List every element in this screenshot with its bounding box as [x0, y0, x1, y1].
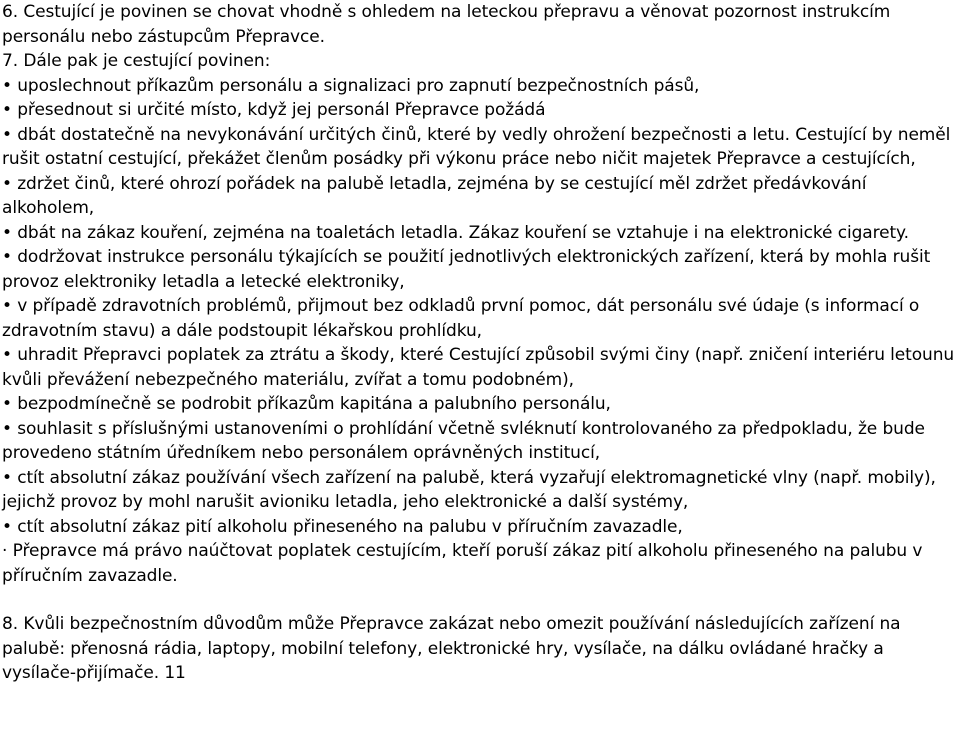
- bullet-seatbelt: • uposlechnout příkazům personálu a signalizaci pro zapnutí bezpečnostních pásů,: [2, 75, 700, 96]
- bullet-change-seat: • přesednout si určité místo, když jej personál Přepravce požádá: [2, 100, 546, 120]
- paragraph-item-8: 8. Kvůli bezpečnostním důvodům může Přepravce zakázat nebo omezit používání následujících zařízení na palubě: přenosná rádia, laptopy, mobilní telefony, elektronické hry, vysílače, na dálku ovládané hračky a vysílače-přijímače. 11: [2, 614, 901, 683]
- paragraph-item-7-intro: 7. Dále pak je cestující povinen:: [2, 51, 271, 71]
- bullet-health-problems: • v případě zdravotních problémů, přijmout bez odkladů první pomoc, dát personálu své údaje (s informací o zdravotním stavu) a dále podstoupit lékařskou prohlídku,: [2, 296, 920, 341]
- bullet-alcohol-order: • zdržet činů, které ohrozí pořádek na palubě letadla, zejména by se cestující měl zdržet předávkování alkoholem,: [2, 173, 867, 218]
- bullet-electronics-instructions: • dodržovat instrukce personálu týkajících se použití jednotlivých elektronických zařízení, která by mohla rušit provoz elektroniky letadla a letecké elektroniky,: [2, 247, 931, 292]
- bullet-electromagnetic-ban: • ctít absolutní zákaz používání všech zařízení na palubě, která vyzařují elektromagnetické vlny (např. mobily), jejichž provoz by mohl narušit avioniku letadla, jeho elektronické a další systémy,: [2, 467, 936, 512]
- bullet-no-smoking: • dbát na zákaz kouření, zejména na toaletách letadla. Zákaz kouření se vztahuje i na elektronické cigarety.: [2, 222, 909, 243]
- paragraph-spacer: [2, 588, 957, 612]
- bullet-inspection-consent: • souhlasit s příslušnými ustanoveními o prohlídání včetně svléknutí kontrolovaného za předpokladu, že bude provedeno státním úředníkem nebo personálem oprávněných institucí,: [2, 418, 925, 463]
- bullet-alcohol-ban: • ctít absolutní zákaz pití alkoholu přineseného na palubu v příručním zavazadle,: [2, 516, 683, 537]
- document-page: [2, 0, 957, 686]
- paragraph-item-6: 6. Cestující je povinen se chovat vhodně s ohledem na leteckou přepravu a věnovat pozornost instrukcím personálu nebo zástupcům Přepravce.: [2, 2, 891, 47]
- bullet-damage-fee: • uhradit Přepravci poplatek za ztrátu a škody, které Cestující způsobil svými činy (např. zničení interiéru letounu kvůli převážení nebezpečného materiálu, zvířat a tomu podobném),: [2, 345, 955, 390]
- bullet-safety-conduct: • dbát dostatečně na nevykonávání určitých činů, které by vedly ohrožení bezpečnosti a letu. Cestující by neměl rušit ostatní cestující, překážet členům posádky při výkonu práce nebo ničit majetek Přepravce a cestujících,: [2, 124, 951, 169]
- bullet-obey-captain: • bezpodmínečně se podrobit příkazům kapitána a palubního personálu,: [2, 394, 611, 414]
- bullet-alcohol-fee: · Přepravce má právo naúčtovat poplatek cestujícím, kteří poruší zákaz pití alkoholu přineseného na palubu v příručním zavazadle.: [2, 541, 923, 586]
